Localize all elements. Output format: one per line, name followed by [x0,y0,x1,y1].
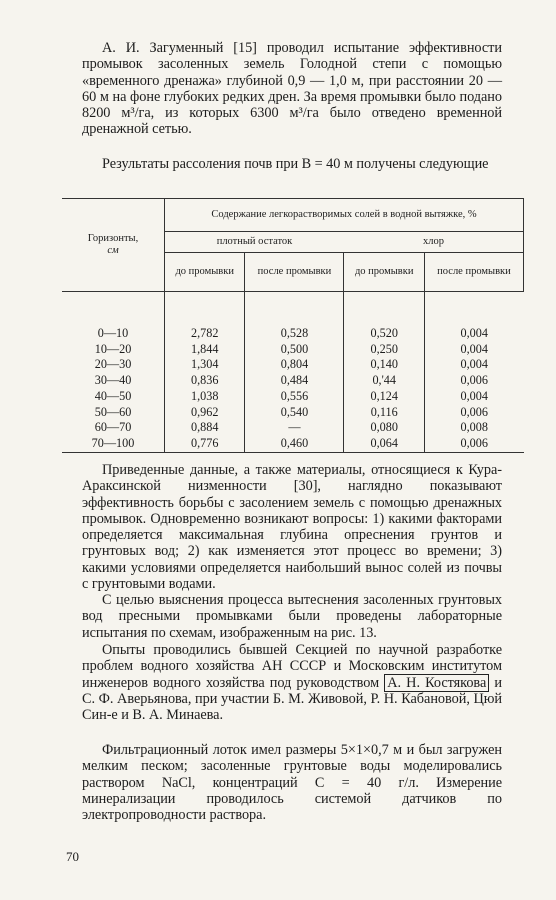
value-cell: 0,540 [245,405,344,421]
table-row [62,357,524,373]
horizon-cell: 10—20 [94,341,132,356]
value-cell: 0,008 [424,420,523,436]
paragraph-kura-araks: Приведенные данные, а также материалы, относящиеся к Кура-Араксинской низменности [30], наглядно показывают эффективность борьбы с засолением земель с помощью дренажных промывок. Одновременно возникают вопросы: 1) какими факторами определяется максимальная глубина опреснения грунтов и грунтовых вод; 2) как изменяется этот процесс во времени; 3) какими условиями определяется наибольший вынос солей из почвы с грунтовыми водами. [82,462,502,593]
leaf-header-before: до промывки [165,253,245,292]
table-row [62,326,524,342]
paragraph-zagumenny: А. И. Загуменный [15] проводил испытание эффективности промывок засоленных земель Голодной степи с помощью «временного дренажа» глубиной 0,9 — 1,0 м, при расстоянии 20 — 60 м на фоне глубоких редких дрен. За время промывки было подано 8200 м³/га, из которых 6300 м³/га было отведено временной дренажной сетью. [82,40,502,138]
table-row [62,405,524,421]
value-cell: 0,804 [245,357,344,373]
value-cell: 1,844 [165,342,245,358]
value-cell: 0,460 [245,436,344,452]
value-cell: 0,006 [424,373,523,389]
value-cell: 0,006 [424,405,523,421]
value-cell: 0,006 [424,436,523,452]
value-cell: 0,500 [245,342,344,358]
value-cell: 0,484 [245,373,344,389]
value-cell: 0,884 [165,420,245,436]
value-cell: — [245,420,344,436]
table-row [62,389,524,405]
value-cell: 0,528 [245,326,344,342]
value-cell: 1,304 [165,357,245,373]
horizon-cell: 40—50 [94,388,132,403]
table-row [62,420,524,436]
chlorine-header: хлор [344,232,524,253]
horizon-header-unit: см [107,245,119,256]
value-cell: 0,004 [424,389,523,405]
dry-residue-header: плотный остаток [165,232,344,253]
paragraph-lab-tests: С целью выяснения процесса вытеснения засоленных грунтовых вод пресными промывками были проведены лабораторные испытания по схемам, изображенным на рис. 13. [82,592,502,641]
leaf-header-after: после промывки [245,253,344,292]
desalination-table [62,198,524,453]
value-cell: 1,038 [165,389,245,405]
horizon-header-label: Горизонты, [87,233,139,244]
table-row [62,436,524,452]
horizon-cell: 0—10 [97,326,129,340]
value-cell: 0,836 [165,373,245,389]
value-cell: 0,116 [344,405,424,421]
table-row [62,373,524,389]
value-cell: 0,004 [424,357,523,373]
horizon-cell: 50—60 [94,404,132,419]
table-spacer-row [62,292,524,327]
value-cell: 0,556 [245,389,344,405]
value-cell: 0,140 [344,357,424,373]
horizon-header [62,199,165,292]
value-cell: 0,124 [344,389,424,405]
paragraph-results-intro: Результаты рассоления почв при B = 40 м получены следующие [102,156,489,172]
value-cell: 2,782 [165,326,245,342]
experiments-text-start: Опыты проводились бывшей Секцией по научной разработке проблем водного хозяйства АН СССР и Московским институтом инженеров водного хозяйства под руководством [82,642,502,691]
value-cell: 0,080 [344,420,424,436]
value-cell: 0,250 [344,342,424,358]
value-cell: 0,520 [344,326,424,342]
value-cell: 0,962 [165,405,245,421]
value-cell: 0,004 [424,342,523,358]
paragraph-experiments [82,642,502,723]
horizon-cell: 70—100 [62,436,165,452]
salt-content-header: Содержание легкорастворимых солей в водной вытяжке, % [165,199,524,232]
kostyakov-boxed-name: А. Н. Костякова [384,674,489,692]
horizon-cell: 60—70 [94,420,132,435]
table-row [62,342,524,358]
value-cell: 0,004 [424,326,523,342]
value-cell: 0,776 [165,436,245,452]
horizon-cell: 30—40 [94,373,132,388]
leaf-header-before: до промывки [344,253,424,292]
value-cell: 0,064 [344,436,424,452]
paragraph-flume: Фильтрационный лоток имел размеры 5×1×0,7 м и был загружен мелким песком; засоленные грунтовые воды моделировались раствором NaCl, концентраций C = 40 г/л. Измерение минерализации проводилось системой датчиков по электропроводности раствора. [82,742,502,824]
page-number: 70 [66,849,79,864]
horizon-cell: 20—30 [94,357,132,372]
leaf-header-after: после промывки [424,253,523,292]
experiments-text-end: и С. Ф. Аверьянова, при участии Б. М. Живовой, Р. Н. Кабановой, Цюй Син-е и В. А. Минаева. [82,674,502,724]
value-cell: 0,'44 [344,373,424,389]
